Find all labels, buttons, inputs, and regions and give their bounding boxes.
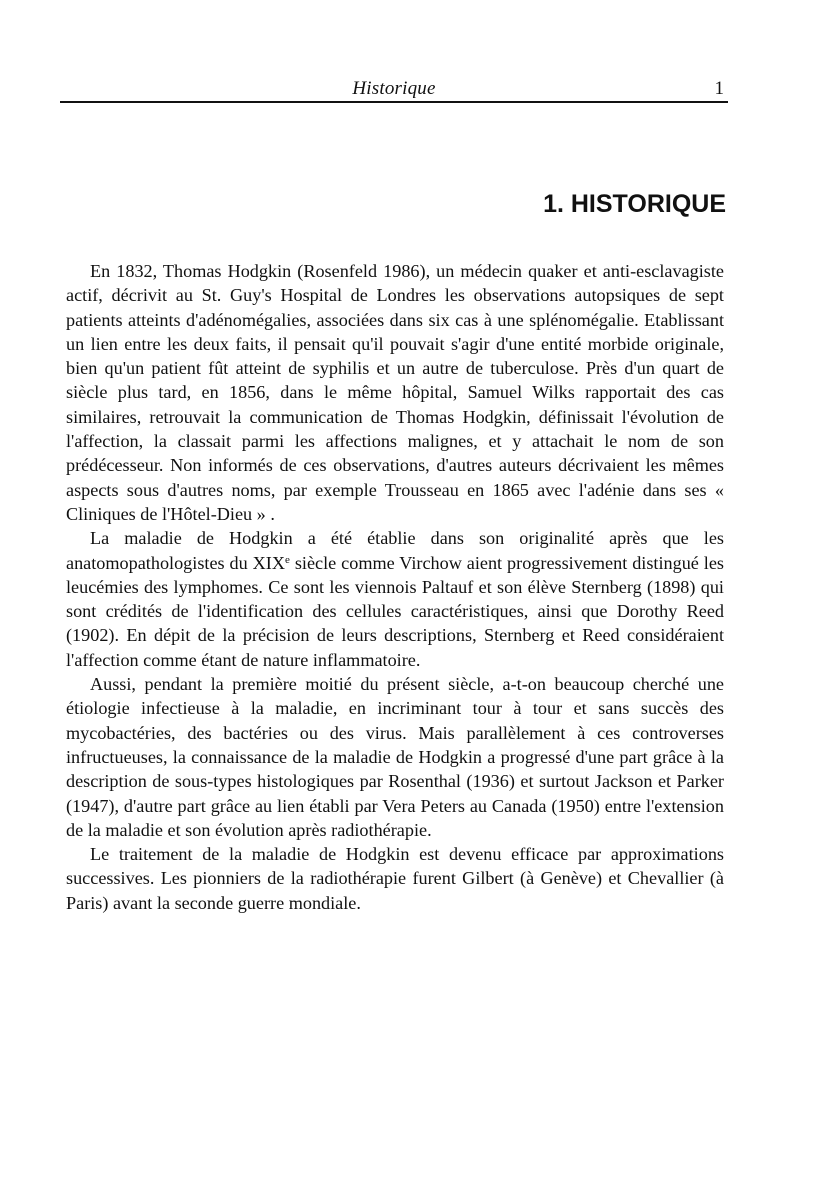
paragraph-1: En 1832, Thomas Hodgkin (Rosenfeld 1986), un médecin quaker et anti-esclavagiste actif, décrivit au St. Guy's Hospital de Londres les observations autopsiques de sept patients atteints d'adénomégalies, associées dans six cas à une splénomégalie. Etablissant un lien entre les deux faits, il pensait qu'il pouvait s'agir d'une entité morbide originale, bien qu'un patient fût atteint de syphilis et un autre de tuberculose. Près d'un quart de siècle plus tard, en 1856, dans le même hôpital, Samuel Wilks rapportait des cas similaires, retrouvait la communication de Thomas Hodgkin, définissait l'évolution de l'affection, la classait parmi les affections malignes, et y attachait le nom de son prédécesseur. Non informés de ces observations, d'autres auteurs décrivaient les mêmes aspects sous d'autres noms, par exemple Trousseau en 1865 avec l'adénie dans ses « Cliniques de l'Hôtel-Dieu » . [66, 261, 724, 524]
paragraph-2-text-before: La maladie de Hodgkin a été établie dans son originalité après que les anatomopathologistes du XIX [66, 528, 724, 573]
paragraph-4: Le traitement de la maladie de Hodgkin est devenu efficace par approximations successives. Les pionniers de la radiothérapie furent Gilbert (à Genève) et Chevallier (à Paris) avant la seconde guerre mondiale. [66, 844, 724, 913]
chapter-title: HISTORIQUE [570, 190, 726, 218]
running-header [60, 76, 728, 104]
running-title: Historique [352, 78, 436, 99]
paragraph-3: Aussi, pendant la première moitié du présent siècle, a-t-on beaucoup cherché une étiologie infectieuse à la maladie, en incriminant tour à tour et sans succès des mycobactéries, des bactéries ou des virus. Mais parallèlement à ces controverses infructueuses, la connaissance de la maladie de Hodgkin a progressé d'une part grâce à la description de sous-types histologiques par Rosenthal (1936) et surtout Jackson et Parker (1947), d'autre part grâce au lien établi par Vera Peters au Canada (1950) entre l'extension de la maladie et son évolution après radiothérapie. [66, 674, 724, 840]
chapter-number: 1. [543, 190, 564, 218]
paragraph-2 [66, 526, 724, 672]
paragraph-2-text-after: siècle comme Virchow aient progressivement distingué les leucémies des lymphomes. Ce sont les viennois Paltauf et son élève Sternberg (1898) qui sont crédités de l'identification des cellules caractéristiques, ainsi que Dorothy Reed (1902). En dépit de la précision de leurs descriptions, Sternberg et Reed considéraient l'affection comme étant de nature inflammatoire. [66, 552, 725, 670]
page-number: 1 [714, 78, 724, 99]
header-rule [60, 101, 728, 103]
body-text [66, 259, 724, 915]
century-superscript: e [285, 553, 290, 566]
chapter-heading [543, 190, 726, 219]
